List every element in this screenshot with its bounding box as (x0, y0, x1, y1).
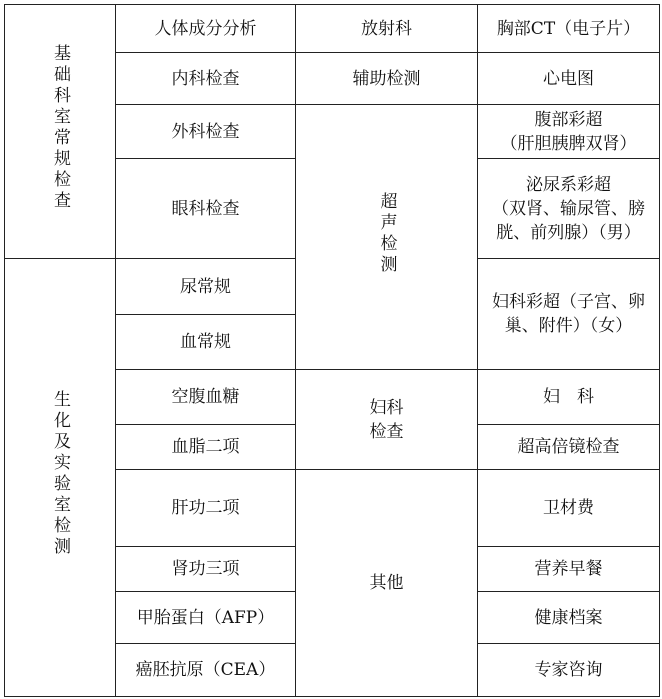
item-blood-lipids: 血脂二项 (116, 425, 296, 470)
dept-gynecology-exam: 妇科 检查 (296, 370, 478, 470)
group-label-basic: 基础科室常规检查 (50, 44, 70, 212)
item-breakfast: 营养早餐 (478, 547, 660, 592)
dept-other: 其他 (296, 470, 478, 697)
item-chest-ct: 胸部CT（电子片） (478, 5, 660, 53)
dept-aux-tests: 辅助检测 (296, 53, 478, 105)
exam-items-table (4, 4, 660, 697)
item-health-record: 健康档案 (478, 592, 660, 644)
item-kidney-function: 肾功三项 (116, 547, 296, 592)
item-urine-routine: 尿常规 (116, 259, 296, 315)
group-label-biochem: 生化及实验室检测 (50, 390, 70, 558)
item-gynecology: 妇 科 (478, 370, 660, 425)
item-fasting-glucose: 空腹血糖 (116, 370, 296, 425)
dept-ultrasound-cell (296, 105, 478, 370)
item-cea: 癌胚抗原（CEA） (116, 644, 296, 697)
item-microscope: 超高倍镜检查 (478, 425, 660, 470)
item-expert-consult: 专家咨询 (478, 644, 660, 697)
dept-radiology: 放射科 (296, 5, 478, 53)
item-liver-function: 肝功二项 (116, 470, 296, 547)
item-ecg: 心电图 (478, 53, 660, 105)
group-cell-basic (5, 5, 116, 259)
group-cell-biochem (5, 259, 116, 697)
item-internal-medicine: 内科检查 (116, 53, 296, 105)
item-body-composition: 人体成分分析 (116, 5, 296, 53)
item-gyn-ultrasound: 妇科彩超（子宫、卵 巢、附件）（女） (478, 259, 660, 370)
item-ophthalmology: 眼科检查 (116, 159, 296, 259)
item-materials-fee: 卫材费 (478, 470, 660, 547)
item-blood-routine: 血常规 (116, 315, 296, 370)
table-row (5, 5, 660, 53)
item-surgery: 外科检查 (116, 105, 296, 159)
dept-ultrasound: 超声检测 (376, 191, 397, 276)
item-abdominal-ultrasound: 腹部彩超 （肝胆胰脾双肾） (478, 105, 660, 159)
item-afp: 甲胎蛋白（AFP） (116, 592, 296, 644)
item-urinary-ultrasound: 泌尿系彩超 （双肾、输尿管、膀 胱、前列腺）（男） (478, 159, 660, 259)
